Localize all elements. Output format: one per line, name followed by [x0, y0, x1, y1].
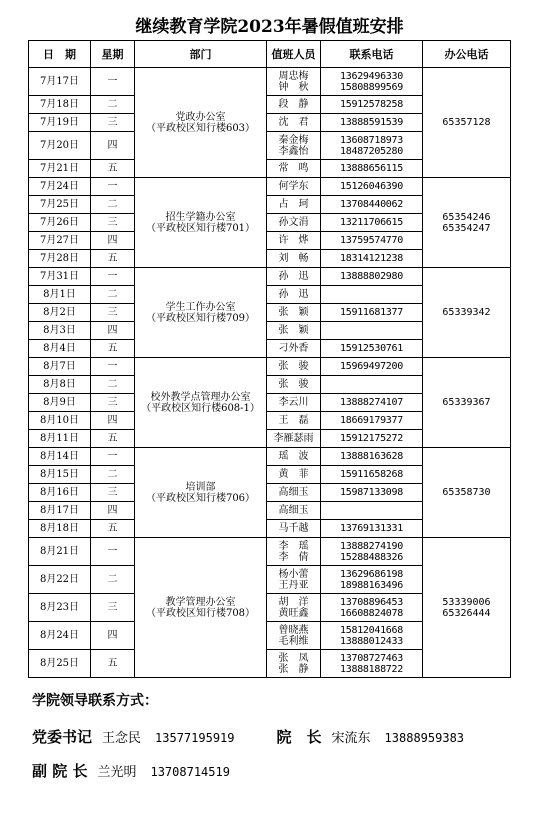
contact-phone-cell — [321, 538, 423, 566]
weekday-cell: 五 — [91, 520, 135, 538]
department-cell: 培训部 （平政校区知行楼706） — [135, 448, 267, 538]
weekday-cell: 二 — [91, 376, 135, 394]
duty-person-cell-line: 段 静 — [278, 99, 309, 110]
duty-person-cell — [267, 132, 321, 160]
contact-phone-cell-line: 15808899569 — [340, 81, 403, 93]
weekday-cell: 一 — [91, 358, 135, 376]
contact-phone-cell-line: 13888012433 — [340, 635, 403, 647]
duty-person-cell-line: 张 颖 — [278, 325, 309, 336]
duty-person-cell — [267, 520, 321, 538]
date-cell: 8月18日 — [29, 520, 91, 538]
duty-person-cell-line: 钟 秋 — [278, 81, 309, 93]
date-cell: 8月17日 — [29, 502, 91, 520]
duty-person-cell — [267, 232, 321, 250]
contact-phone-cell — [321, 502, 423, 520]
header-department: 部门 — [135, 41, 267, 68]
date-cell: 8月21日 — [29, 538, 91, 566]
weekday-cell: 五 — [91, 650, 135, 678]
contact-phone-cell-line: 13629686198 — [340, 568, 403, 580]
contact-phone-cell-line: 18314121238 — [340, 253, 403, 264]
table-row — [29, 68, 511, 96]
contact-phone-cell-line: 13708727463 — [340, 652, 403, 664]
weekday-cell: 四 — [91, 322, 135, 340]
date-cell: 7月24日 — [29, 178, 91, 196]
contact-phone-cell — [321, 132, 423, 160]
department-cell: 招生学籍办公室 （平政校区知行楼701） — [135, 178, 267, 268]
contact-phone-cell — [321, 268, 423, 286]
duty-person-cell — [267, 286, 321, 304]
date-cell: 8月24日 — [29, 622, 91, 650]
duty-person-cell-line: 黄旺鑫 — [278, 607, 309, 619]
contact-phone-cell — [321, 466, 423, 484]
weekday-cell: 二 — [91, 196, 135, 214]
date-cell: 7月28日 — [29, 250, 91, 268]
duty-person-cell-line: 王 磊 — [278, 415, 309, 426]
duty-person-cell-line: 何学东 — [278, 181, 309, 192]
date-cell: 8月8日 — [29, 376, 91, 394]
weekday-cell: 一 — [91, 178, 135, 196]
contact-phone-cell — [321, 412, 423, 430]
duty-person-cell — [267, 68, 321, 96]
duty-person-cell — [267, 538, 321, 566]
contact-phone-cell-line: 15126046390 — [340, 181, 403, 192]
contact-phone-cell-line: 15812041668 — [340, 624, 403, 636]
contact-phone-cell-line: 13211706615 — [340, 217, 403, 228]
duty-person-cell — [267, 160, 321, 178]
contact-name: 兰光明 — [97, 765, 137, 780]
weekday-cell: 三 — [91, 484, 135, 502]
duty-person-cell — [267, 114, 321, 132]
contact-phone-cell-line: 13888188722 — [340, 663, 403, 675]
department-cell: 校外教学点管理办公室 （平政校区知行楼608-1） — [135, 358, 267, 448]
date-cell: 7月18日 — [29, 96, 91, 114]
date-cell: 8月10日 — [29, 412, 91, 430]
department-cell: 学生工作办公室 （平政校区知行楼709） — [135, 268, 267, 358]
contact-phone-cell — [321, 196, 423, 214]
contact-phone-cell — [321, 594, 423, 622]
contact-phone-cell-line: 13608718973 — [340, 134, 403, 146]
date-cell: 7月19日 — [29, 114, 91, 132]
contact-phone-cell — [321, 358, 423, 376]
contact-phone-cell-line: 13888163628 — [340, 451, 403, 462]
duty-person-cell — [267, 650, 321, 678]
duty-person-cell — [267, 412, 321, 430]
contact-phone-cell-line: 15987133098 — [340, 487, 403, 498]
contact-phone: 13577195919 — [155, 731, 235, 745]
duty-person-cell-line: 曾晓燕 — [278, 624, 309, 636]
duty-person-cell-line: 瑶 波 — [278, 451, 309, 462]
duty-person-cell-line: 秦金梅 — [278, 134, 309, 146]
duty-person-cell-line: 李 倩 — [278, 551, 309, 563]
contact-phone-cell-line: 18487205280 — [340, 145, 403, 157]
office-phone-cell: 65354246 65354247 — [423, 178, 511, 268]
contact-phone-cell — [321, 340, 423, 358]
contact-phone-cell-line: 18988163496 — [340, 579, 403, 591]
duty-person-cell-line: 马千越 — [278, 523, 309, 534]
duty-person-cell — [267, 566, 321, 594]
duty-person-cell-line: 李云川 — [278, 397, 309, 408]
contact-phone-cell-line: 15912530761 — [340, 343, 403, 354]
table-header-row — [29, 41, 511, 68]
weekday-cell: 二 — [91, 96, 135, 114]
duty-person-cell — [267, 340, 321, 358]
date-cell: 8月14日 — [29, 448, 91, 466]
header-weekday: 星期 — [91, 41, 135, 68]
contact-phone-cell-line: 13888591539 — [340, 117, 403, 128]
weekday-cell: 一 — [91, 68, 135, 96]
duty-person-cell-line: 胡 洋 — [278, 596, 309, 608]
contact-phone-cell-line: 13759574770 — [340, 235, 403, 246]
weekday-cell: 四 — [91, 232, 135, 250]
date-cell: 7月26日 — [29, 214, 91, 232]
weekday-cell: 三 — [91, 394, 135, 412]
contact-phone-cell — [321, 178, 423, 196]
contact-phone-cell — [321, 322, 423, 340]
weekday-cell: 四 — [91, 502, 135, 520]
duty-person-cell-line: 张 骏 — [278, 361, 309, 372]
weekday-cell: 五 — [91, 430, 135, 448]
weekday-cell: 三 — [91, 214, 135, 232]
contact-phone-cell — [321, 68, 423, 96]
duty-person-cell-line: 沈 君 — [278, 117, 309, 128]
duty-person-cell-line: 张 骏 — [278, 379, 309, 390]
date-cell: 8月16日 — [29, 484, 91, 502]
header-date: 日 期 — [29, 41, 91, 68]
duty-person-cell-line: 李 瑶 — [278, 540, 309, 552]
date-cell: 7月31日 — [29, 268, 91, 286]
contact-phone-cell — [321, 214, 423, 232]
duty-person-cell-line: 占 珂 — [278, 199, 309, 210]
duty-person-cell-line: 李雁瑟雨 — [273, 433, 314, 444]
contact-name: 王念民 — [102, 731, 142, 746]
weekday-cell: 一 — [91, 448, 135, 466]
weekday-cell: 一 — [91, 538, 135, 566]
table-row — [29, 178, 511, 196]
contact-role: 党委书记 — [32, 728, 93, 746]
weekday-cell: 五 — [91, 250, 135, 268]
date-cell: 7月17日 — [29, 68, 91, 96]
contact-phone-cell-line: 13888656115 — [340, 163, 403, 174]
duty-schedule-table — [28, 40, 511, 678]
contact-phone-cell — [321, 286, 423, 304]
contact-phone-cell — [321, 96, 423, 114]
duty-person-cell — [267, 622, 321, 650]
contact-phone-cell — [321, 250, 423, 268]
table-row — [29, 538, 511, 566]
weekday-cell: 三 — [91, 114, 135, 132]
weekday-cell: 四 — [91, 412, 135, 430]
duty-person-cell-line: 周忠梅 — [278, 70, 309, 82]
date-cell: 8月2日 — [29, 304, 91, 322]
contact-phone-cell-line: 15911658268 — [340, 469, 403, 480]
duty-person-cell-line: 刁外香 — [278, 343, 309, 354]
contact-phone-cell — [321, 394, 423, 412]
weekday-cell: 三 — [91, 304, 135, 322]
contact-phone-cell — [321, 160, 423, 178]
duty-person-cell — [267, 484, 321, 502]
contact-phone-cell-line: 13629496330 — [340, 70, 403, 82]
department-cell: 党政办公室 （平政校区知行楼603） — [135, 68, 267, 178]
duty-person-cell — [267, 502, 321, 520]
contact-phone: 13888959383 — [384, 731, 465, 745]
duty-person-cell — [267, 466, 321, 484]
contact-phone-cell — [321, 114, 423, 132]
date-cell: 7月25日 — [29, 196, 91, 214]
duty-person-cell — [267, 268, 321, 286]
weekday-cell: 二 — [91, 566, 135, 594]
duty-person-cell-line: 张 颖 — [278, 307, 309, 318]
leaders-contact-heading: 学院领导联系方式： — [32, 693, 158, 709]
contact-row — [32, 726, 464, 747]
weekday-cell: 五 — [91, 160, 135, 178]
contact-phone-cell — [321, 430, 423, 448]
contact-name: 宋流东 — [331, 731, 371, 746]
date-cell: 7月21日 — [29, 160, 91, 178]
duty-person-cell — [267, 394, 321, 412]
contact-phone-cell — [321, 520, 423, 538]
duty-person-cell — [267, 96, 321, 114]
duty-person-cell-line: 孙文涓 — [278, 217, 309, 228]
contact-phone-cell-line: 15912175272 — [340, 433, 403, 444]
page-title: 继续教育学院2023年暑假值班安排 — [135, 17, 404, 37]
contact-phone-cell — [321, 566, 423, 594]
contact-phone-cell — [321, 376, 423, 394]
schedule-body — [29, 68, 511, 678]
duty-person-cell-line: 高细玉 — [278, 487, 309, 498]
weekday-cell: 四 — [91, 132, 135, 160]
contact-phone-cell-line: 15969497200 — [340, 361, 403, 372]
date-cell: 8月15日 — [29, 466, 91, 484]
weekday-cell: 二 — [91, 466, 135, 484]
duty-person-cell-line: 许 烨 — [278, 235, 309, 246]
contact-phone-cell — [321, 484, 423, 502]
header-contact-phone: 联系电话 — [321, 41, 423, 68]
duty-person-cell — [267, 250, 321, 268]
date-cell: 8月11日 — [29, 430, 91, 448]
date-cell: 8月9日 — [29, 394, 91, 412]
contact-phone-cell — [321, 232, 423, 250]
contact-phone-cell — [321, 622, 423, 650]
weekday-cell: 二 — [91, 286, 135, 304]
office-phone-cell: 65357128 — [423, 68, 511, 178]
duty-person-cell-line: 刘 畅 — [278, 253, 309, 264]
office-phone-cell: 53339006 65326444 — [423, 538, 511, 678]
date-cell: 8月1日 — [29, 286, 91, 304]
contact-phone-cell-line: 13888274107 — [340, 397, 403, 408]
duty-person-cell — [267, 178, 321, 196]
duty-person-cell — [267, 594, 321, 622]
table-row — [29, 358, 511, 376]
contact-phone-cell-line: 15912578258 — [340, 99, 403, 110]
weekday-cell: 三 — [91, 594, 135, 622]
contact-phone: 13708714519 — [150, 765, 230, 779]
contact-row — [32, 760, 230, 781]
duty-person-cell — [267, 322, 321, 340]
date-cell: 8月25日 — [29, 650, 91, 678]
duty-person-cell — [267, 448, 321, 466]
date-cell: 8月22日 — [29, 566, 91, 594]
duty-person-cell-line: 高细玉 — [278, 505, 309, 516]
date-cell: 8月4日 — [29, 340, 91, 358]
duty-person-cell-line: 孙 迅 — [278, 271, 309, 282]
office-phone-cell: 65339342 — [423, 268, 511, 358]
date-cell: 8月3日 — [29, 322, 91, 340]
table-row — [29, 268, 511, 286]
weekday-cell: 五 — [91, 340, 135, 358]
duty-person-cell — [267, 304, 321, 322]
department-cell: 教学管理办公室 （平政校区知行楼708） — [135, 538, 267, 678]
contact-phone-cell — [321, 448, 423, 466]
contact-phone-cell-line: 18669179377 — [340, 415, 403, 426]
date-cell: 7月27日 — [29, 232, 91, 250]
contact-phone-cell-line: 15288488326 — [340, 551, 403, 563]
contact-phone-cell-line: 16608824078 — [340, 607, 403, 619]
office-phone-cell: 65358730 — [423, 448, 511, 538]
duty-person-cell — [267, 376, 321, 394]
duty-person-cell-line: 李鑫怡 — [278, 145, 309, 157]
header-office-phone: 办公电话 — [423, 41, 511, 68]
duty-person-cell — [267, 358, 321, 376]
table-row — [29, 448, 511, 466]
duty-person-cell — [267, 214, 321, 232]
duty-person-cell-line: 张 静 — [278, 663, 309, 675]
contact-phone-cell-line: 13888274190 — [340, 540, 403, 552]
contact-phone-cell-line: 13888802980 — [340, 271, 403, 282]
header-duty-person: 值班人员 — [267, 41, 321, 68]
duty-person-cell — [267, 196, 321, 214]
contact-phone-cell-line: 13769131331 — [340, 523, 403, 534]
duty-person-cell — [267, 430, 321, 448]
contact-phone-cell-line: 15911681377 — [340, 307, 403, 318]
contact-role: 副 院 长 — [32, 762, 88, 780]
duty-person-cell-line: 毛利维 — [278, 635, 309, 647]
contact-phone-cell-line: 13708440062 — [340, 199, 403, 210]
duty-person-cell-line: 杨小蕾 — [278, 568, 309, 580]
contact-phone-cell-line: 13708896453 — [340, 596, 403, 608]
date-cell: 8月23日 — [29, 594, 91, 622]
weekday-cell: 一 — [91, 268, 135, 286]
duty-person-cell-line: 张 凤 — [278, 652, 309, 664]
duty-person-cell-line: 孙 迅 — [278, 289, 309, 300]
duty-person-cell-line: 常 鸣 — [278, 163, 309, 174]
date-cell: 8月7日 — [29, 358, 91, 376]
contact-role: 院 长 — [276, 728, 322, 746]
weekday-cell: 四 — [91, 622, 135, 650]
duty-person-cell-line: 王丹亚 — [278, 579, 309, 591]
duty-person-cell-line: 黄 菲 — [278, 469, 309, 480]
contact-phone-cell — [321, 650, 423, 678]
contact-phone-cell — [321, 304, 423, 322]
office-phone-cell: 65339367 — [423, 358, 511, 448]
date-cell: 7月20日 — [29, 132, 91, 160]
